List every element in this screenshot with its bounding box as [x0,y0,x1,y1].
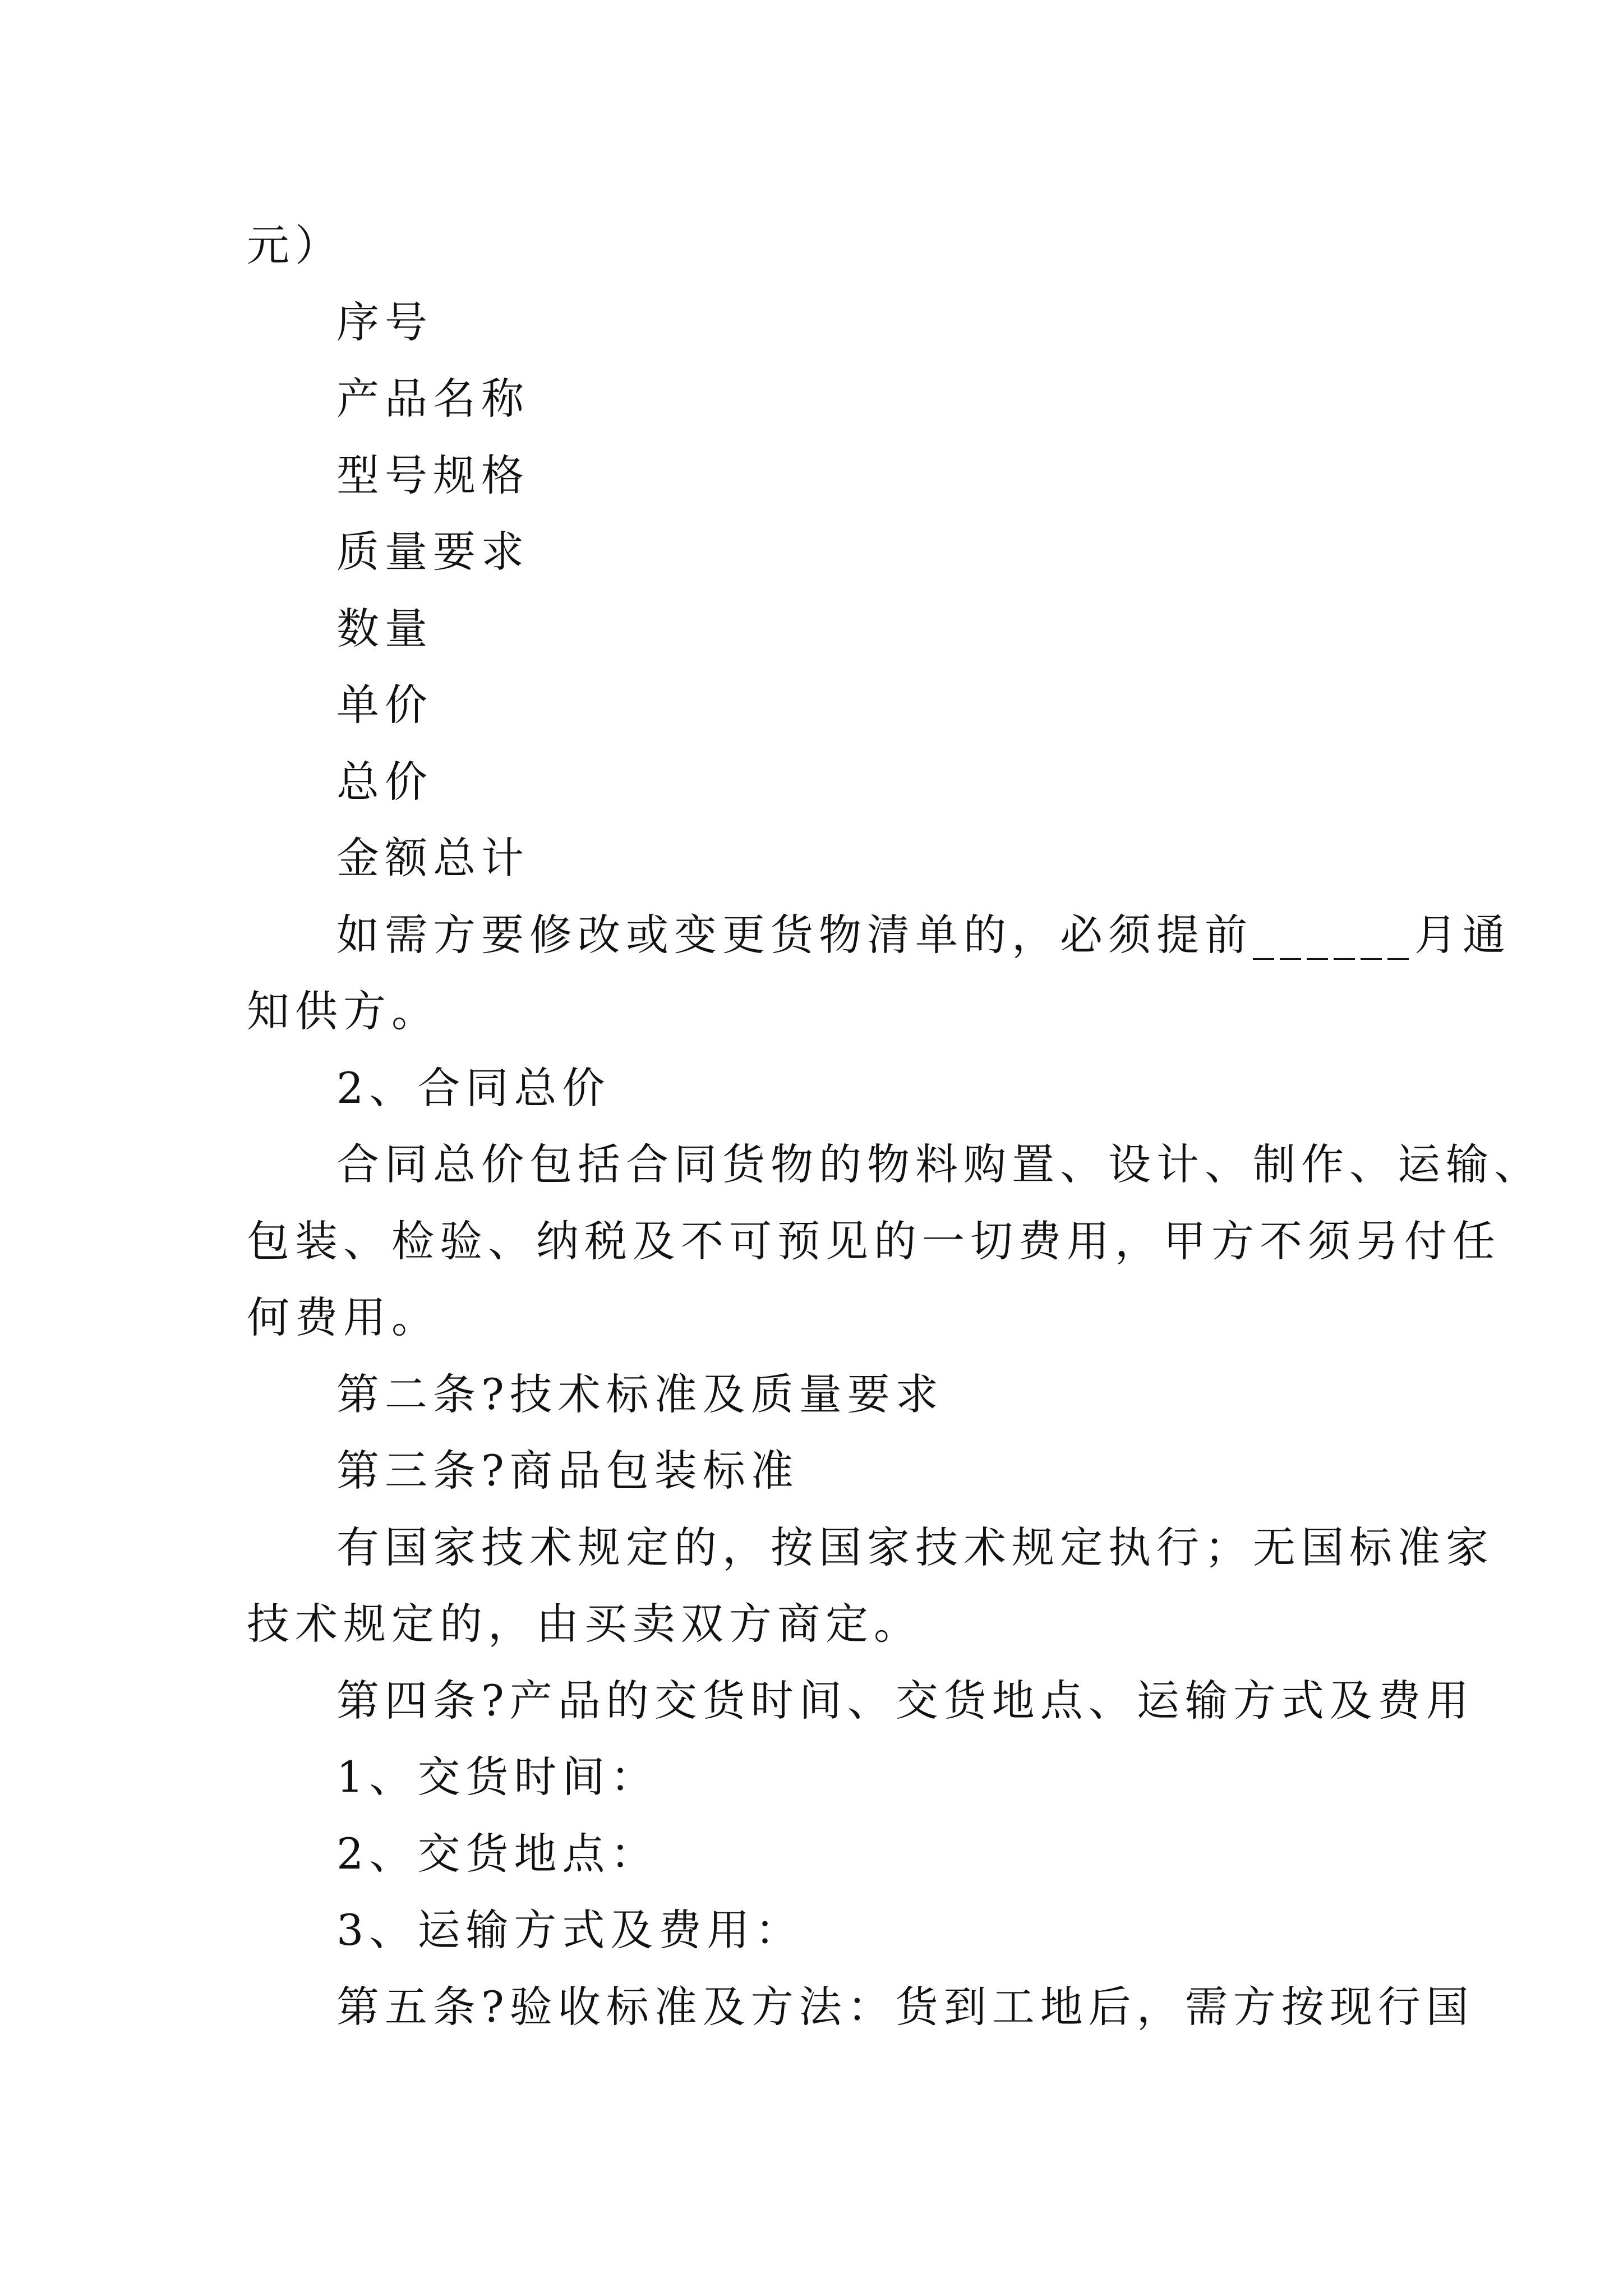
text-line: 第三条?商品包装标准 [336,1446,799,1496]
text-line: 序号 [336,297,433,347]
text-line: 第二条?技术标准及质量要求 [336,1369,944,1419]
text-line: 单价 [336,680,433,730]
text-line: 质量要求 [336,527,529,577]
text-line: 型号规格 [336,450,529,500]
text-line: 第四条?产品的交货时间、交货地点、运输方式及费用 [336,1675,1474,1726]
text-line: 元） [247,220,343,270]
text-line: 包装、检验、纳税及不可预见的一切费用，甲方不须另付任 [247,1216,1501,1266]
text-line: 2、交货地点： [336,1828,659,1879]
text-line: 数量 [336,603,433,654]
text-line: 有国家技术规定的，按国家技术规定执行；无国标准家 [336,1522,1494,1572]
text-line: 1、交货时间： [336,1752,659,1802]
text-line: 产品名称 [336,374,529,424]
text-line: 金额总计 [336,833,529,883]
text-line: 技术规定的，由买卖双方商定。 [247,1599,922,1649]
text-line: 2、合同总价 [336,1062,611,1113]
text-line: 总价 [336,756,433,807]
text-line: 如需方要修改或变更货物清单的，必须提前______月通 [336,909,1511,960]
text-line: 3、运输方式及费用： [336,1905,804,1955]
text-line: 知供方。 [247,986,440,1036]
document-body [247,208,1542,2045]
text-line: 第五条?验收标准及方法：货到工地后，需方按现行国 [336,1981,1474,2032]
text-line: 何费用。 [247,1292,440,1342]
text-line: 合同总价包括合同货物的物料购置、设计、制作、运输、 [336,1139,1542,1189]
